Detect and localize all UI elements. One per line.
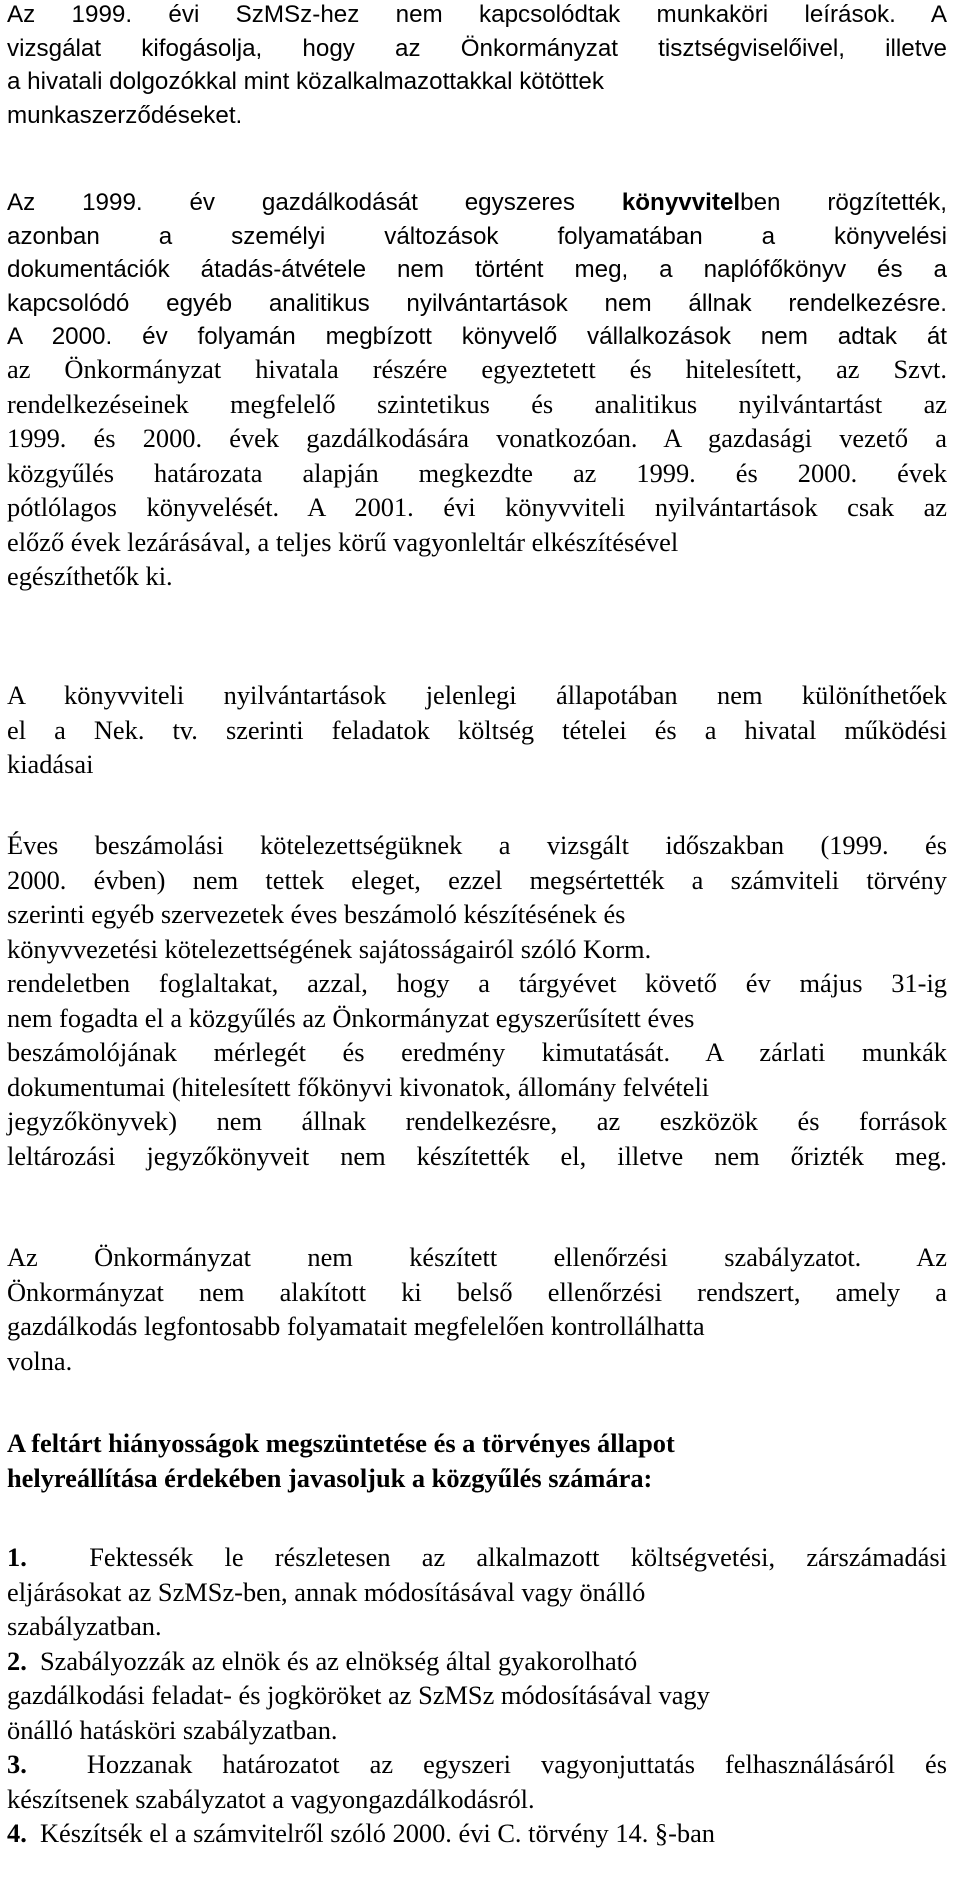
recommendation-list: [7, 1540, 947, 1851]
text-line: [7, 1816, 947, 1851]
text-line: [7, 1747, 947, 1782]
list-item: [7, 1540, 947, 1644]
text-line: eljárásokat az SzMSz-ben, annak módosításával vagy önálló: [7, 1576, 646, 1607]
text-line: előző évek lezárásával, a teljes körű vagyonleltár elkészítésével: [7, 526, 679, 557]
text-line: 2000. évben) nem tettek eleget, ezzel megsértették a számviteli törvény: [7, 864, 947, 895]
text-line: A feltárt hiányosságok megszüntetése és a törvényes állapot: [7, 1428, 675, 1458]
text-line: az Önkormányzat hivatala részére egyeztetett és hitelesített, az Szvt.: [7, 354, 947, 384]
text-line: dokumentumai (hitelesített főkönyvi kivonatok, állomány felvételi: [7, 1071, 710, 1102]
text-line: szabályzatban.: [7, 1611, 162, 1641]
paragraph-bookkeeping: [7, 186, 947, 354]
paragraph-accounting-records: [7, 352, 947, 594]
item-number: 1.: [7, 1542, 27, 1572]
text-line: Az Önkormányzat nem készített ellenőrzési szabályzatot. Az: [7, 1242, 947, 1272]
paragraph-annual-report: [7, 828, 947, 1173]
text-line: gazdálkodás legfontosabb folyamatait megfelelően kontrollálhatta: [7, 1311, 705, 1341]
text-line: kiadásai: [7, 749, 94, 779]
item-text: Készítsék el a számvitelről szóló 2000. évi C. törvény 14. §-ban: [40, 1818, 715, 1848]
list-item: [7, 1644, 947, 1748]
text-line: 1999. és 2000. évek gazdálkodására vonatkozóan. A gazdasági vezető a: [7, 423, 947, 453]
text-line: volna.: [7, 1345, 73, 1376]
paragraph-job-descriptions: [7, 0, 947, 132]
text-fragment: Az 1999. év gazdálkodását egyszeres: [7, 189, 622, 216]
text-line: közgyűlés határozata alapján megkezdte az 1999. és 2000. évek: [7, 457, 947, 488]
text-line: A könyvviteli nyilvántartások jelenlegi állapotában nem különíthetőek: [7, 680, 947, 710]
item-text: Hozzanak határozatot az egyszeri vagyonjuttatás felhasználásáról és: [86, 1749, 947, 1779]
text-line: szerinti egyéb szervezetek éves beszámoló készítésének és: [7, 899, 626, 929]
text-line: beszámolójának mérlegét és eredmény kimutatását. A zárlati munkák: [7, 1037, 947, 1067]
text-line: [7, 186, 947, 220]
text-line: rendelkezéseinek megfelelő szintetikus és analitikus nyilvántartást az: [7, 388, 947, 419]
text-line: pótlólagos könyvelését. A 2001. évi könyvviteli nyilvántartások csak az: [7, 492, 947, 522]
item-number: 3.: [7, 1749, 27, 1779]
text-line: helyreállítása érdekében javasoljuk a közgyűlés számára:: [7, 1462, 653, 1493]
text-line: Éves beszámolási kötelezettségüknek a vizsgált időszakban (1999. és: [7, 830, 947, 860]
recommendations-heading: [7, 1426, 947, 1495]
text-line: A 2000. év folyamán megbízott könyvelő vállalkozások nem adtak át: [7, 323, 947, 351]
text-line: jegyzőkönyvek) nem állnak rendelkezésre, az eszközök és források: [7, 1106, 947, 1136]
item-text: Szabályozzák az elnök és az elnökség által gyakorolható: [40, 1645, 638, 1676]
text-line: azonban a személyi változások folyamatában a könyvelési: [7, 222, 947, 250]
text-line: [7, 1644, 947, 1679]
text-line: el a Nek. tv. szerinti feladatok költség tételei és a hivatal működési: [7, 714, 947, 745]
text-line: nem fogadta el a közgyűlés az Önkormányzat egyszerűsített éves: [7, 1002, 695, 1033]
text-line: munkaszerződéseket.: [7, 101, 243, 129]
text-line: Önkormányzat nem alakított ki belső ellenőrzési rendszert, amely a: [7, 1276, 947, 1307]
text-line: kapcsolódó egyéb analitikus nyilvántartások nem állnak rendelkezésre.: [7, 289, 947, 317]
text-line: könyvvezetési kötelezettségének sajátosságairól szóló Korm.: [7, 933, 652, 964]
text-line: vizsgálat kifogásolja, hogy az Önkormányzat tisztségviselőivel, illetve: [7, 34, 947, 62]
text-line: Az 1999. évi SzMSz-hez nem kapcsolódtak munkaköri leírások. A: [7, 1, 947, 28]
paragraph-internal-control: [7, 1240, 947, 1378]
text-line: rendeletben foglaltakat, azzal, hogy a tárgyévet követő év május 31-ig: [7, 968, 947, 998]
text-line: a hivatali dolgozókkal mint közalkalmazottakkal kötöttek: [7, 68, 604, 96]
paragraph-cost-separation: [7, 678, 947, 782]
bold-term: könyvvitel: [621, 189, 741, 216]
text-line: egészíthetők ki.: [7, 561, 173, 591]
item-text: Fektessék le részletesen az alkalmazott költségvetési, zárszámadási: [89, 1542, 947, 1572]
text-line: önálló hatásköri szabályzatban.: [7, 1714, 338, 1745]
text-line: készítsenek szabályzatot a vagyongazdálkodásról.: [7, 1783, 535, 1814]
item-number: 2.: [7, 1645, 27, 1676]
text-line: gazdálkodási feladat- és jogköröket az SzMSz módosításával vagy: [7, 1680, 710, 1710]
list-item: [7, 1747, 947, 1816]
list-item: [7, 1816, 947, 1851]
text-line: dokumentációk átadás-átvétele nem történt meg, a naplófőkönyv és a: [7, 256, 947, 284]
text-line: leltározási jegyzőkönyveit nem készítették el, illetve nem őrizték meg.: [7, 1140, 947, 1171]
text-line: [7, 1540, 947, 1575]
text-fragment: ben rögzítették,: [740, 189, 947, 216]
item-number: 4.: [7, 1818, 27, 1848]
